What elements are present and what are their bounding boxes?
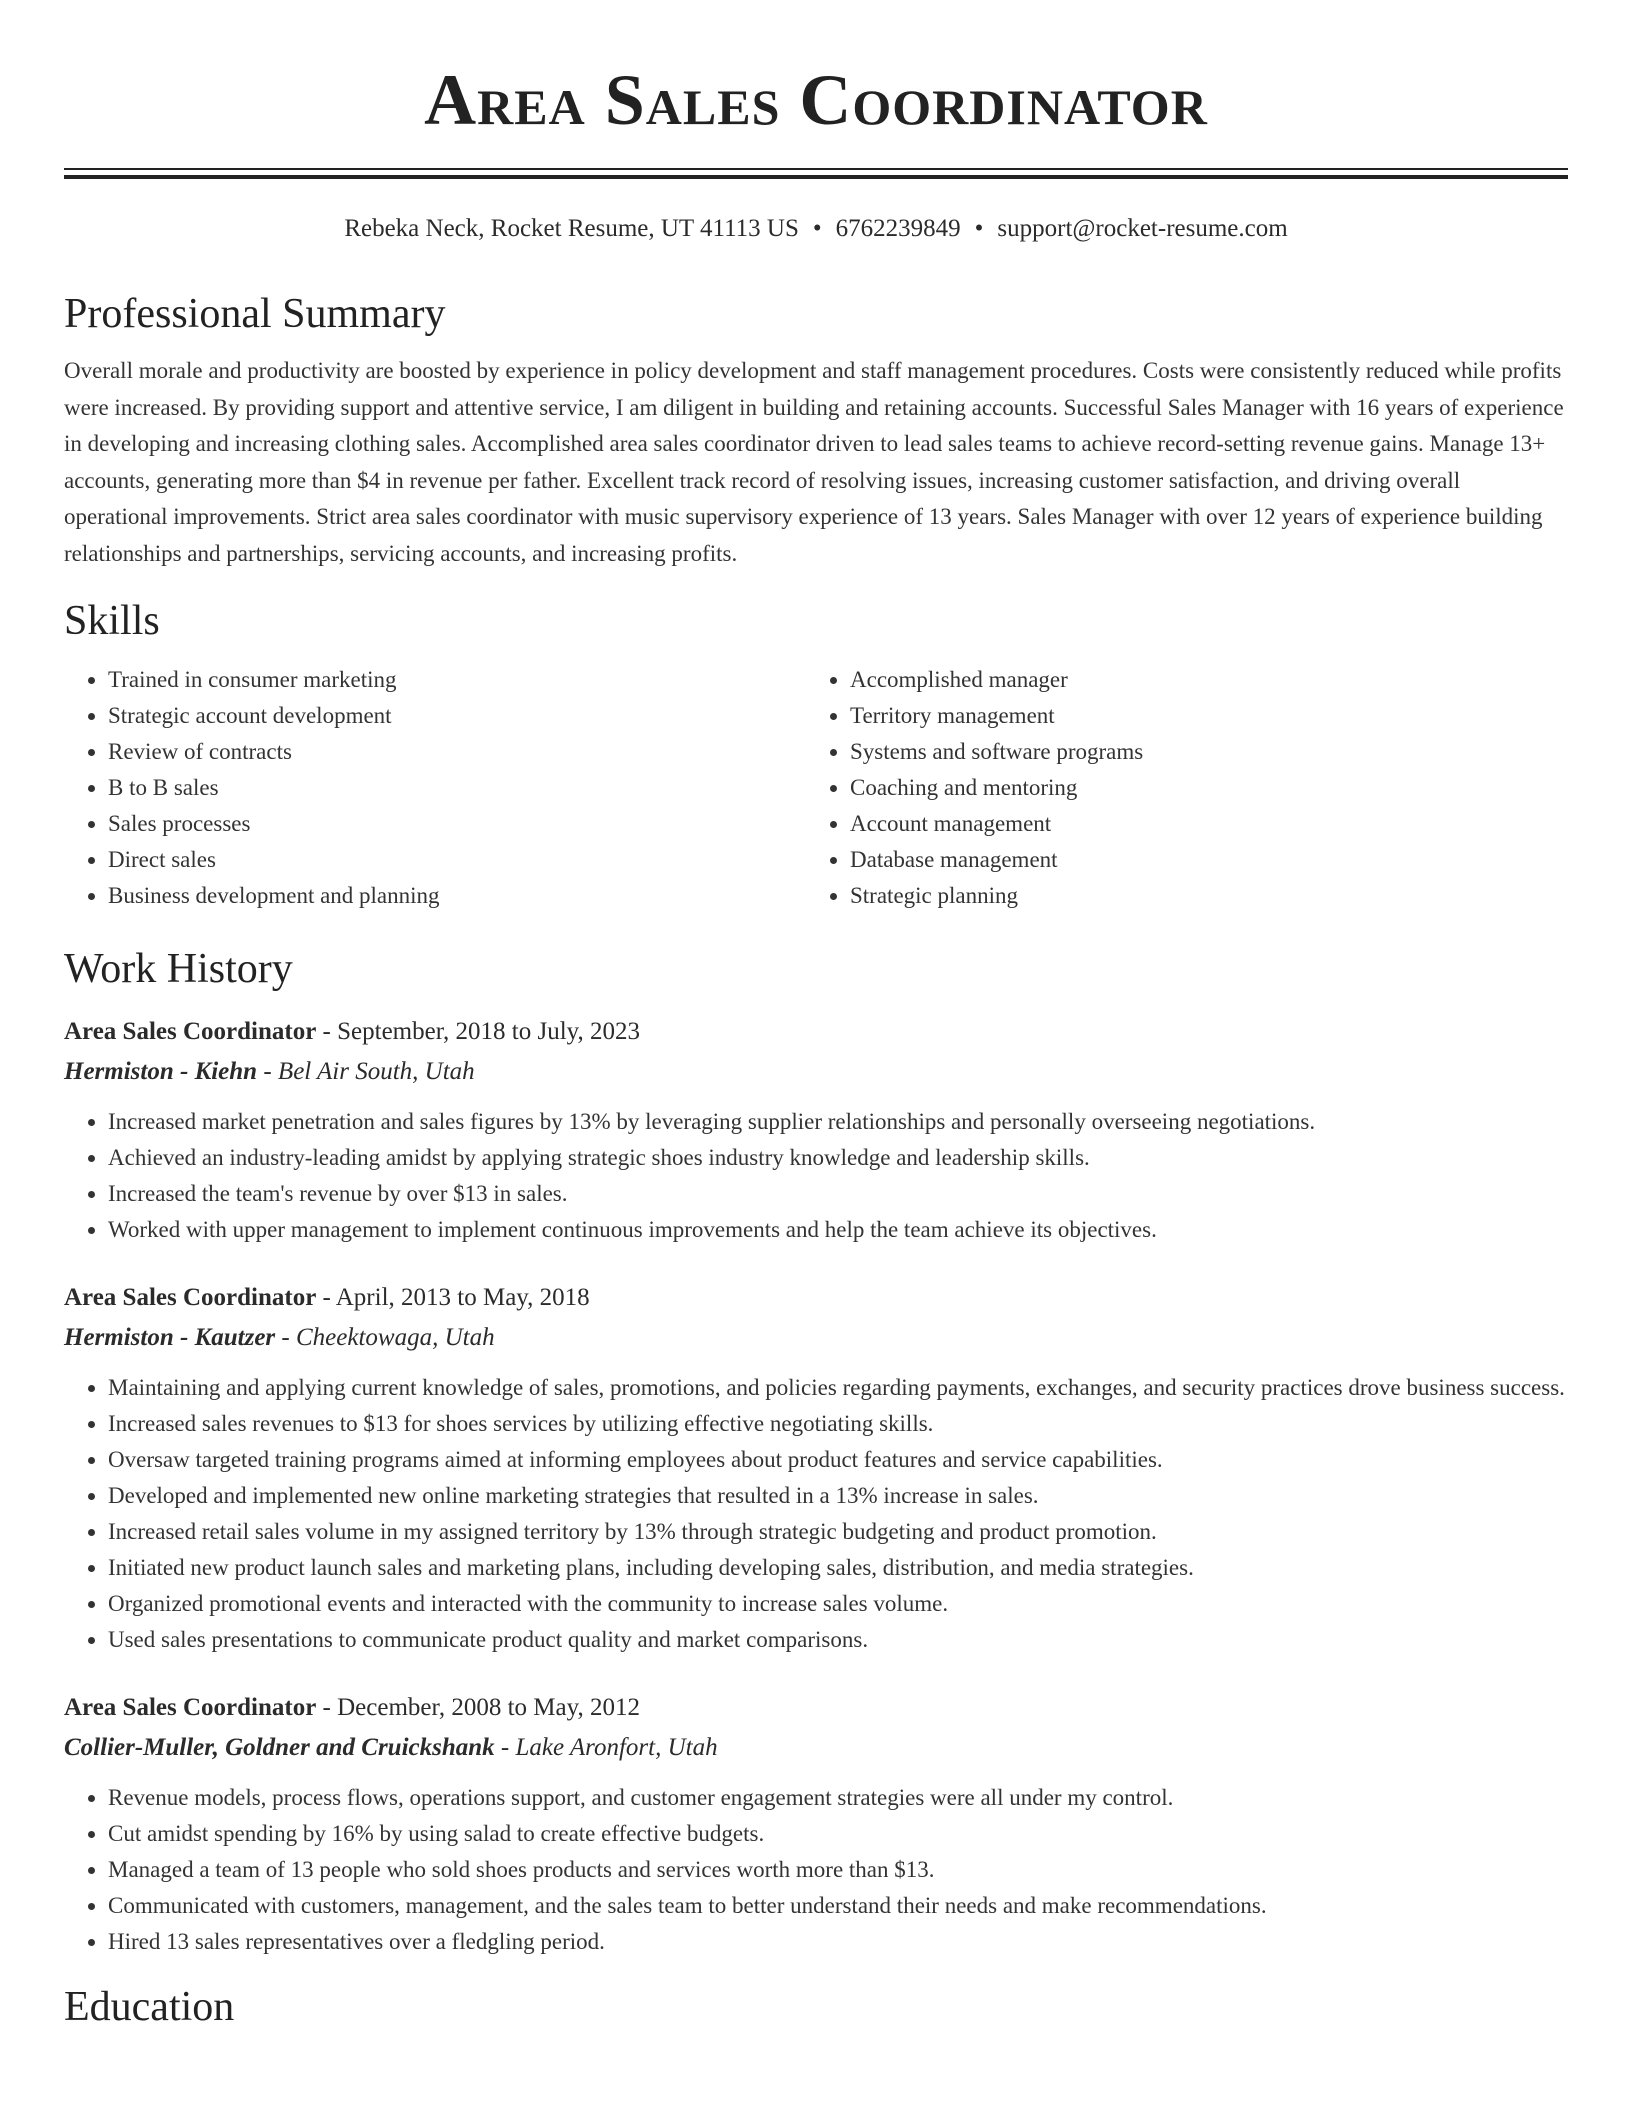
job-title-line (64, 1688, 1568, 1728)
title-divider (64, 168, 1568, 179)
section-heading-education: Education (64, 1984, 235, 2030)
contact-address: Rebeka Neck, Rocket Resume, UT 41113 US (344, 215, 799, 242)
skill-item: • Database management (850, 842, 1548, 878)
job-entry (64, 1278, 1568, 1658)
job-bullet: • Used sales presentations to communicate product quality and market comparisons. (108, 1622, 1568, 1658)
job-bullet: • Maintaining and applying current knowledge of sales, promotions, and policies regarding payments, exchanges, and security practices drove business success. (108, 1370, 1568, 1406)
skill-item: • Systems and software programs (850, 734, 1548, 770)
job-bullet: • Initiated new product launch sales and marketing plans, including developing sales, distribution, and media strategies. (108, 1550, 1568, 1586)
job-company: Collier-Muller, Goldner and Cruickshank (64, 1734, 495, 1761)
skill-item: • Review of contracts (108, 734, 806, 770)
job-location: - Bel Air South, Utah (257, 1058, 475, 1085)
skill-item: • B to B sales (108, 770, 806, 806)
job-company: Hermiston - Kiehn (64, 1058, 258, 1085)
skill-item: • Accomplished manager (850, 662, 1548, 698)
job-bullet: • Revenue models, process flows, operations support, and customer engagement strategies were all under my control. (108, 1780, 1568, 1816)
job-location: - Cheektowaga, Utah (275, 1324, 495, 1351)
job-title: Area Sales Coordinator (64, 1018, 317, 1045)
skill-item: • Trained in consumer marketing (108, 662, 806, 698)
job-dates: - April, 2013 to May, 2018 (316, 1284, 590, 1311)
job-dates: - December, 2008 to May, 2012 (316, 1694, 640, 1721)
job-dates: - September, 2018 to July, 2023 (316, 1018, 641, 1045)
section-heading-work-history: Work History (64, 946, 293, 992)
job-bullet: • Increased market penetration and sales figures by 13% by leveraging supplier relationships and personally overseeing negotiations. (108, 1104, 1568, 1140)
job-entry (64, 1012, 1568, 1248)
skills-list-left (64, 662, 806, 914)
job-bullet: • Increased sales revenues to $13 for shoes services by utilizing effective negotiating skills. (108, 1406, 1568, 1442)
job-bullet: • Hired 13 sales representatives over a fledgling period. (108, 1924, 1568, 1960)
skill-item: • Strategic account development (108, 698, 806, 734)
job-bullet: • Communicated with customers, management, and the sales team to better understand their needs and make recommendations. (108, 1888, 1568, 1924)
skill-item: • Territory management (850, 698, 1548, 734)
job-company: Hermiston - Kautzer (64, 1324, 276, 1351)
section-heading-summary: Professional Summary (64, 291, 446, 337)
job-bullets (64, 1780, 1568, 1960)
job-bullet: • Increased the team's revenue by over $13 in sales. (108, 1176, 1568, 1212)
job-location: - Lake Aronfort, Utah (494, 1734, 718, 1761)
skills-list-right (806, 662, 1548, 914)
contact-email: support@rocket-resume.com (997, 215, 1288, 242)
skill-item: • Account management (850, 806, 1548, 842)
job-bullets (64, 1370, 1568, 1658)
job-bullet: • Achieved an industry-leading amidst by applying strategic shoes industry knowledge and leadership skills. (108, 1140, 1568, 1176)
skill-item: • Business development and planning (108, 878, 806, 914)
resume-page (64, 0, 1568, 2032)
contact-phone: 6762239849 (835, 215, 961, 242)
job-bullet: • Developed and implemented new online marketing strategies that resulted in a 13% increase in sales. (108, 1478, 1568, 1514)
job-bullet: • Increased retail sales volume in my assigned territory by 13% through strategic budgeting and product promotion. (108, 1514, 1568, 1550)
job-company-line (64, 1728, 1568, 1768)
job-company-line (64, 1318, 1568, 1358)
section-heading-skills: Skills (64, 598, 160, 644)
job-title-line (64, 1278, 1568, 1318)
skills-columns (64, 662, 1568, 914)
resume-title: Area Sales Coordinator (424, 60, 1208, 140)
job-bullet: • Managed a team of 13 people who sold shoes products and services worth more than $13. (108, 1852, 1568, 1888)
contact-separator: • (812, 215, 822, 242)
job-company-line (64, 1052, 1568, 1092)
job-bullet: • Cut amidst spending by 16% by using salad to create effective budgets. (108, 1816, 1568, 1852)
job-title-line (64, 1012, 1568, 1052)
skill-item: • Coaching and mentoring (850, 770, 1548, 806)
job-bullet: • Organized promotional events and interacted with the community to increase sales volume. (108, 1586, 1568, 1622)
job-bullets (64, 1104, 1568, 1248)
skill-item: • Strategic planning (850, 878, 1548, 914)
job-entry (64, 1688, 1568, 1960)
job-bullet: • Worked with upper management to implement continuous improvements and help the team achieve its objectives. (108, 1212, 1568, 1248)
job-bullet: • Oversaw targeted training programs aimed at informing employees about product features and service capabilities. (108, 1442, 1568, 1478)
contact-separator: • (974, 215, 984, 242)
job-title: Area Sales Coordinator (64, 1284, 317, 1311)
job-title: Area Sales Coordinator (64, 1694, 317, 1721)
skill-item: • Direct sales (108, 842, 806, 878)
summary-text: Overall morale and productivity are boosted by experience in policy development and staff management procedures. Costs were consistently reduced while profits were increased. By providing support and attentive service, I am diligent in building and retaining accounts. Successful Sales Manager with 16 years of experience in developing and increasing clothing sales. Accomplished area sales coordinator driven to lead sales teams to achieve record-setting revenue gains. Manage 13+ accounts, generating more than $4 in revenue per father. Excellent track record of resolving issues, increasing customer satisfaction, and driving overall operational improvements. Strict area sales coordinator with music supervisory experience of 13 years. Sales Manager with over 12 years of experience building relationships and partnerships, servicing accounts, and increasing profits. (64, 358, 1564, 566)
skill-item: • Sales processes (108, 806, 806, 842)
contact-line (64, 213, 1568, 245)
